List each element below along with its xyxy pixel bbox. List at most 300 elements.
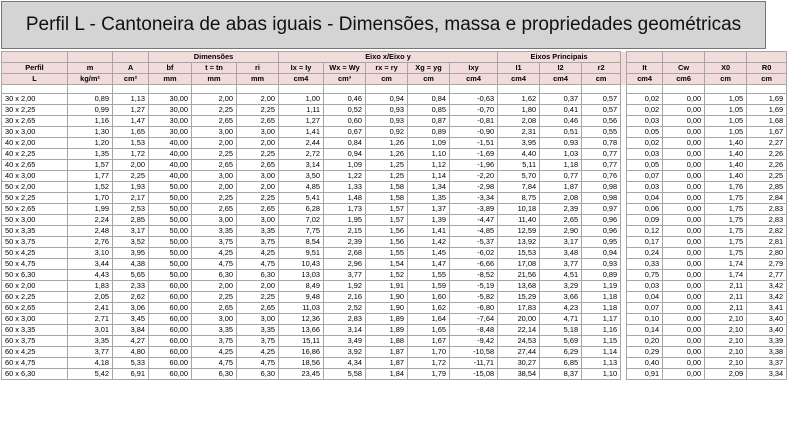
table-cell: 2,76 — [68, 237, 113, 248]
table-row — [2, 325, 787, 336]
table-cell: 3,00 — [192, 314, 237, 325]
table-cell: 4,25 — [237, 248, 279, 259]
table-cell: 50,00 — [149, 259, 192, 270]
table-cell: 0,75 — [627, 270, 663, 281]
table-cell: 0,52 — [324, 105, 366, 116]
unit-header: cm — [705, 74, 747, 85]
table-cell: 0,00 — [663, 182, 705, 193]
table-cell: 60 x 6,30 — [2, 369, 68, 380]
table-cell: 1,90 — [366, 292, 408, 303]
table-cell: 12,36 — [279, 314, 324, 325]
table-cell: 0,93 — [366, 105, 408, 116]
table-cell: 4,80 — [113, 347, 149, 358]
table-cell: 50 x 4,75 — [2, 259, 68, 270]
table-cell: 6,30 — [192, 270, 237, 281]
table-cell: 5,41 — [279, 193, 324, 204]
spacer-cell — [450, 85, 498, 94]
table-cell: 1,92 — [324, 281, 366, 292]
table-cell: 1,55 — [366, 248, 408, 259]
spacer-cell — [705, 85, 747, 94]
table-cell: 3,35 — [192, 325, 237, 336]
table-cell: 0,99 — [68, 105, 113, 116]
table-cell: 2,25 — [237, 193, 279, 204]
table-cell: 2,68 — [324, 248, 366, 259]
table-cell: 9,51 — [279, 248, 324, 259]
group-eixos-principais: Eixos Principais — [498, 52, 621, 63]
table-cell: 3,84 — [113, 325, 149, 336]
table-cell: 5,69 — [540, 336, 582, 347]
table-cell: 0,00 — [663, 171, 705, 182]
table-cell: 6,30 — [192, 369, 237, 380]
table-cell: 3,10 — [68, 248, 113, 259]
table-cell: 1,34 — [408, 182, 450, 193]
table-cell: 0,77 — [582, 160, 621, 171]
table-cell: 1,54 — [366, 259, 408, 270]
spacer-cell — [366, 85, 408, 94]
table-cell: 3,35 — [192, 226, 237, 237]
table-cell: 4,18 — [68, 358, 113, 369]
table-cell: 0,00 — [663, 138, 705, 149]
table-cell: 8,75 — [498, 193, 540, 204]
table-cell: 0,55 — [582, 127, 621, 138]
table-cell: 7,02 — [279, 215, 324, 226]
table-row — [2, 138, 787, 149]
table-cell: 50 x 2,65 — [2, 204, 68, 215]
table-cell: 2,83 — [324, 314, 366, 325]
table-cell: 1,73 — [324, 204, 366, 215]
table-cell: 6,30 — [237, 270, 279, 281]
spacer-cell — [237, 85, 279, 94]
table-cell: 0,77 — [582, 149, 621, 160]
group-header-row — [2, 52, 787, 63]
table-cell: 1,19 — [582, 281, 621, 292]
table-cell: 0,93 — [582, 259, 621, 270]
table-cell: 0,10 — [627, 314, 663, 325]
table-cell: 5,33 — [113, 358, 149, 369]
table-cell: 50,00 — [149, 270, 192, 281]
unit-header: cm — [747, 74, 787, 85]
column-header: It — [627, 63, 663, 74]
table-cell: 1,77 — [68, 171, 113, 182]
table-cell: 50 x 3,75 — [2, 237, 68, 248]
table-cell: 1,40 — [705, 171, 747, 182]
table-cell: 12,59 — [498, 226, 540, 237]
table-cell: 3,00 — [237, 127, 279, 138]
table-cell: 1,99 — [68, 204, 113, 215]
table-cell: 0,03 — [627, 116, 663, 127]
table-cell: -1,69 — [450, 149, 498, 160]
unit-header: cm² — [113, 74, 149, 85]
column-header: bf — [149, 63, 192, 74]
table-cell: 3,35 — [237, 226, 279, 237]
table-cell: 60 x 3,35 — [2, 325, 68, 336]
table-cell: 60,00 — [149, 325, 192, 336]
table-cell: 1,45 — [408, 248, 450, 259]
table-cell: 2,85 — [747, 182, 787, 193]
table-cell: 1,58 — [366, 193, 408, 204]
table-cell: 0,17 — [627, 237, 663, 248]
table-cell: 1,03 — [540, 149, 582, 160]
table-cell: 4,34 — [324, 358, 366, 369]
table-cell: 2,65 — [192, 160, 237, 171]
table-cell: 11,03 — [279, 303, 324, 314]
table-cell: 0,06 — [627, 204, 663, 215]
table-cell: 4,23 — [540, 303, 582, 314]
profile-table — [1, 51, 787, 380]
table-cell: 2,25 — [237, 105, 279, 116]
table-cell: 50 x 6,30 — [2, 270, 68, 281]
table-cell: 0,76 — [582, 171, 621, 182]
table-cell: 0,03 — [627, 149, 663, 160]
table-cell: 1,72 — [113, 149, 149, 160]
table-cell: 2,26 — [747, 149, 787, 160]
table-cell: 2,52 — [324, 303, 366, 314]
table-cell: 9,48 — [279, 292, 324, 303]
spacer-cell — [498, 85, 540, 94]
column-header: I2 — [540, 63, 582, 74]
table-cell: 30 x 2,65 — [2, 116, 68, 127]
table-cell: 40,00 — [149, 160, 192, 171]
table-cell: 0,00 — [663, 259, 705, 270]
table-cell: 1,53 — [113, 138, 149, 149]
table-cell: 3,00 — [192, 215, 237, 226]
unit-header: cm4 — [627, 74, 663, 85]
table-cell: 0,92 — [366, 127, 408, 138]
table-cell: -7,64 — [450, 314, 498, 325]
table-cell: 40,00 — [149, 171, 192, 182]
table-cell: 3,00 — [237, 314, 279, 325]
table-cell: 1,47 — [408, 259, 450, 270]
table-cell: -0,70 — [450, 105, 498, 116]
table-cell: 1,70 — [68, 193, 113, 204]
table-row — [2, 182, 787, 193]
table-cell: 3,14 — [279, 160, 324, 171]
table-cell: 0,00 — [663, 314, 705, 325]
table-cell: 3,77 — [68, 347, 113, 358]
table-cell: -1,51 — [450, 138, 498, 149]
spacer-cell — [747, 85, 787, 94]
unit-header: cm4 — [498, 74, 540, 85]
table-cell: 2,00 — [237, 281, 279, 292]
table-cell: 0,00 — [663, 248, 705, 259]
table-cell: 2,44 — [279, 138, 324, 149]
table-cell: 13,66 — [279, 325, 324, 336]
table-cell: 2,71 — [68, 314, 113, 325]
table-cell: 2,00 — [192, 138, 237, 149]
table-row — [2, 347, 787, 358]
table-cell: 60,00 — [149, 281, 192, 292]
table-cell: 1,55 — [408, 270, 450, 281]
table-cell: 1,40 — [705, 149, 747, 160]
table-cell: 2,25 — [192, 292, 237, 303]
table-cell: 17,83 — [498, 303, 540, 314]
table-cell: 30 x 2,25 — [2, 105, 68, 116]
table-cell: 40 x 2,25 — [2, 149, 68, 160]
table-cell: 7,84 — [498, 182, 540, 193]
table-cell: 3,00 — [237, 215, 279, 226]
table-cell: 1,83 — [68, 281, 113, 292]
spacer-cell — [279, 85, 324, 94]
table-cell: 1,47 — [113, 116, 149, 127]
table-cell: 0,41 — [540, 105, 582, 116]
table-cell: 2,11 — [705, 292, 747, 303]
table-cell: 0,00 — [663, 193, 705, 204]
table-cell: 0,07 — [627, 303, 663, 314]
table-cell: 3,75 — [192, 237, 237, 248]
table-cell: 0,96 — [582, 215, 621, 226]
table-row — [2, 270, 787, 281]
table-cell: 2,10 — [705, 336, 747, 347]
table-row — [2, 193, 787, 204]
table-cell: 4,75 — [192, 358, 237, 369]
table-cell: 2,00 — [237, 182, 279, 193]
table-cell: 0,85 — [408, 105, 450, 116]
table-cell: 60 x 3,75 — [2, 336, 68, 347]
table-cell: 0,89 — [68, 94, 113, 105]
group-cell — [68, 52, 113, 63]
table-cell: 4,75 — [192, 259, 237, 270]
table-cell: 2,83 — [747, 204, 787, 215]
table-cell: 0,00 — [663, 105, 705, 116]
spacer-cell — [663, 85, 705, 94]
table-cell: 1,93 — [113, 182, 149, 193]
spacer-cell — [627, 85, 663, 94]
table-cell: 2,11 — [705, 303, 747, 314]
table-cell: 0,02 — [627, 94, 663, 105]
table-cell: 3,48 — [540, 248, 582, 259]
table-cell: 60,00 — [149, 336, 192, 347]
table-cell: -5,82 — [450, 292, 498, 303]
table-cell: 0,03 — [627, 182, 663, 193]
spacer-cell — [113, 85, 149, 94]
table-cell: 60 x 4,25 — [2, 347, 68, 358]
table-cell: 0,94 — [366, 94, 408, 105]
column-header: Xg = yg — [408, 63, 450, 74]
table-cell: 3,41 — [747, 303, 787, 314]
table-cell: 18,56 — [279, 358, 324, 369]
table-cell: 4,51 — [540, 270, 582, 281]
table-row — [2, 281, 787, 292]
table-cell: 0,00 — [663, 336, 705, 347]
table-cell: 6,28 — [279, 204, 324, 215]
column-header: ri — [237, 63, 279, 74]
table-cell: 1,57 — [366, 215, 408, 226]
table-cell: 40,00 — [149, 149, 192, 160]
table-cell: 2,00 — [237, 94, 279, 105]
table-cell: 2,05 — [68, 292, 113, 303]
table-cell: 60,00 — [149, 314, 192, 325]
table-cell: 0,14 — [627, 325, 663, 336]
spacer-cell — [149, 85, 192, 94]
table-cell: 0,46 — [324, 94, 366, 105]
table-cell: 1,30 — [68, 127, 113, 138]
table-cell: 1,84 — [366, 369, 408, 380]
table-cell: 2,25 — [113, 171, 149, 182]
table-cell: 0,94 — [324, 149, 366, 160]
table-cell: 1,12 — [408, 160, 450, 171]
unit-header: cm — [582, 74, 621, 85]
table-cell: 1,10 — [582, 369, 621, 380]
table-row — [2, 160, 787, 171]
table-cell: 0,00 — [663, 270, 705, 281]
table-cell: 60 x 3,00 — [2, 314, 68, 325]
table-cell: 1,62 — [498, 94, 540, 105]
table-cell: -11,71 — [450, 358, 498, 369]
column-header: A — [113, 63, 149, 74]
table-cell: 13,03 — [279, 270, 324, 281]
column-header: rx = ry — [366, 63, 408, 74]
table-cell: 2,65 — [192, 303, 237, 314]
table-cell: 3,40 — [747, 314, 787, 325]
table-cell: 3,01 — [68, 325, 113, 336]
table-cell: 2,00 — [192, 182, 237, 193]
group-cell — [2, 52, 68, 63]
table-cell: 3,17 — [113, 226, 149, 237]
spacer-row — [2, 85, 787, 94]
table-cell: 3,38 — [747, 347, 787, 358]
table-cell: 0,00 — [663, 116, 705, 127]
table-cell: 0,57 — [582, 105, 621, 116]
table-cell: 50,00 — [149, 248, 192, 259]
table-cell: 0,00 — [663, 303, 705, 314]
table-cell: -6,80 — [450, 303, 498, 314]
table-cell: 3,14 — [324, 325, 366, 336]
table-cell: 50,00 — [149, 182, 192, 193]
table-cell: 5,65 — [113, 270, 149, 281]
table-cell: 2,08 — [540, 193, 582, 204]
table-cell: 2,25 — [237, 149, 279, 160]
table-cell: 0,60 — [324, 116, 366, 127]
table-cell: 1,52 — [366, 270, 408, 281]
table-cell: 3,00 — [192, 171, 237, 182]
table-cell: 0,46 — [540, 116, 582, 127]
table-cell: 3,35 — [237, 325, 279, 336]
unit-header-row — [2, 74, 787, 85]
table-cell: 2,79 — [747, 259, 787, 270]
table-row — [2, 94, 787, 105]
table-row — [2, 105, 787, 116]
table-cell: 0,00 — [663, 281, 705, 292]
table-cell: 3,66 — [540, 292, 582, 303]
table-cell: -0,90 — [450, 127, 498, 138]
table-cell: 0,00 — [663, 325, 705, 336]
table-cell: 0,98 — [582, 193, 621, 204]
spacer-cell — [540, 85, 582, 94]
table-cell: 7,75 — [279, 226, 324, 237]
table-cell: 50,00 — [149, 237, 192, 248]
table-cell: 1,20 — [68, 138, 113, 149]
table-cell: 1,00 — [279, 94, 324, 105]
table-cell: 1,18 — [540, 160, 582, 171]
spacer-cell — [582, 85, 621, 94]
table-cell: 13,92 — [498, 237, 540, 248]
table-cell: 1,79 — [408, 369, 450, 380]
table-cell: -0,81 — [450, 116, 498, 127]
table-cell: 1,88 — [366, 336, 408, 347]
table-cell: 1,69 — [747, 94, 787, 105]
table-cell: 2,25 — [192, 105, 237, 116]
table-cell: -10,58 — [450, 347, 498, 358]
table-cell: 30 x 3,00 — [2, 127, 68, 138]
table-cell: 0,20 — [627, 336, 663, 347]
table-cell: 6,29 — [540, 347, 582, 358]
table-cell: 2,25 — [747, 171, 787, 182]
table-cell: 0,05 — [627, 127, 663, 138]
table-cell: 50 x 3,00 — [2, 215, 68, 226]
table-cell: 6,30 — [237, 369, 279, 380]
table-cell: 1,16 — [582, 325, 621, 336]
table-cell: 1,70 — [408, 347, 450, 358]
table-cell: 0,00 — [663, 94, 705, 105]
table-cell: 1,05 — [705, 116, 747, 127]
table-cell: 21,56 — [498, 270, 540, 281]
column-header: R0 — [747, 63, 787, 74]
table-cell: 2,62 — [113, 292, 149, 303]
table-cell: 1,15 — [582, 336, 621, 347]
table-cell: 0,57 — [582, 94, 621, 105]
table-cell: 2,65 — [237, 160, 279, 171]
table-cell: -5,19 — [450, 281, 498, 292]
table-cell: 2,25 — [237, 292, 279, 303]
table-cell: 1,09 — [324, 160, 366, 171]
table-cell: 1,75 — [705, 226, 747, 237]
table-cell: 0,09 — [627, 215, 663, 226]
table-cell: 3,37 — [747, 358, 787, 369]
column-header: t = tn — [192, 63, 237, 74]
table-cell: 6,85 — [540, 358, 582, 369]
table-cell: 3,29 — [540, 281, 582, 292]
table-cell: -6,02 — [450, 248, 498, 259]
table-row — [2, 226, 787, 237]
table-cell: 3,35 — [68, 336, 113, 347]
table-cell: 2,82 — [747, 226, 787, 237]
table-cell: 0,89 — [408, 127, 450, 138]
table-cell: 0,02 — [627, 105, 663, 116]
table-cell: 0,67 — [324, 127, 366, 138]
table-cell: 2,65 — [237, 303, 279, 314]
table-cell: 3,17 — [540, 237, 582, 248]
table-cell: 1,18 — [582, 303, 621, 314]
table-cell: 38,54 — [498, 369, 540, 380]
table-cell: 1,05 — [705, 105, 747, 116]
table-cell: 0,93 — [366, 116, 408, 127]
table-cell: 4,27 — [113, 336, 149, 347]
table-cell: 0,12 — [627, 226, 663, 237]
table-cell: 40 x 2,65 — [2, 160, 68, 171]
table-title-bar — [1, 1, 766, 49]
table-title: Perfil L - Cantoneira de abas iguais - Dimensões, massa e propriedades geométricas — [25, 14, 742, 35]
table-cell: 1,26 — [366, 149, 408, 160]
table-cell: 3,95 — [498, 138, 540, 149]
table-cell: 60,00 — [149, 347, 192, 358]
table-cell: 3,52 — [113, 237, 149, 248]
table-cell: 0,05 — [627, 160, 663, 171]
table-cell: 10,18 — [498, 204, 540, 215]
table-cell: 1,87 — [366, 358, 408, 369]
table-cell: 2,72 — [279, 149, 324, 160]
table-cell: 27,44 — [498, 347, 540, 358]
table-cell: 0,96 — [582, 226, 621, 237]
table-cell: 2,65 — [237, 204, 279, 215]
table-cell: -8,48 — [450, 325, 498, 336]
column-header: Ix = Iy — [279, 63, 324, 74]
table-cell: 1,56 — [366, 226, 408, 237]
table-cell: -1,96 — [450, 160, 498, 171]
column-header: I1 — [498, 63, 540, 74]
table-cell: 2,15 — [324, 226, 366, 237]
table-cell: 4,38 — [113, 259, 149, 270]
table-row — [2, 314, 787, 325]
